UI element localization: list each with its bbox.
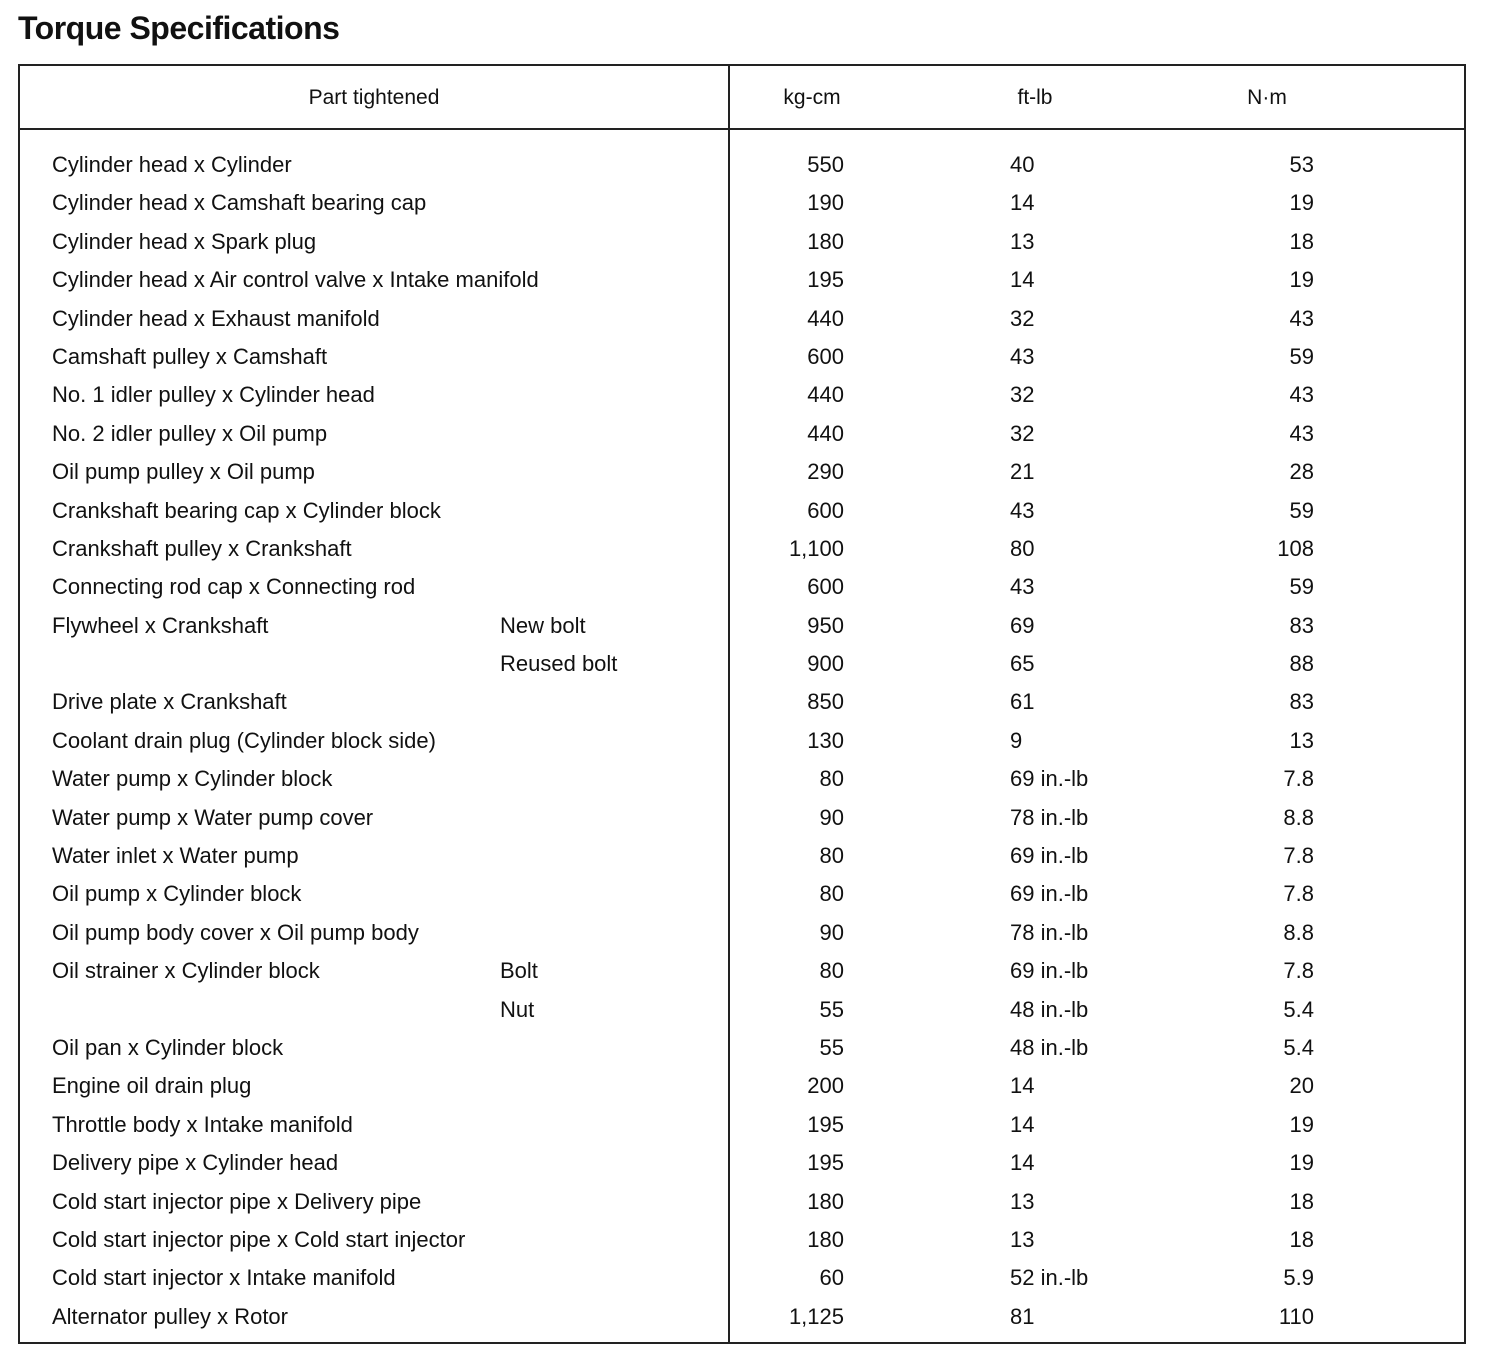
- n-m-cell: 19: [1289, 1111, 1314, 1137]
- kg-cm-cell: 55: [819, 1034, 844, 1060]
- table-row: [20, 645, 1464, 683]
- n-m-cell: 28: [1289, 459, 1314, 485]
- ft-lb-cell: 40: [1010, 152, 1035, 177]
- kg-cm-cell: 130: [807, 727, 844, 753]
- table-row: [20, 1144, 1464, 1182]
- table-row: [20, 184, 1464, 222]
- part-tightened-cell: Delivery pipe x Cylinder head: [52, 1150, 339, 1176]
- kg-cm-cell: 600: [807, 497, 844, 523]
- part-tightened-cell: Coolant drain plug (Cylinder block side): [52, 727, 436, 753]
- header-rule: [20, 128, 1464, 130]
- n-m-cell: 13: [1289, 727, 1314, 753]
- ft-lb-cell: 13: [1010, 1226, 1035, 1252]
- ft-lb-cell: 14: [1010, 1111, 1035, 1137]
- kg-cm-cell: 80: [819, 766, 844, 792]
- table-row: [20, 875, 1464, 913]
- table-row: [20, 837, 1464, 875]
- kg-cm-cell: 1,125: [788, 1303, 844, 1329]
- kg-cm-cell: 180: [807, 228, 844, 254]
- ft-lb-cell: 80: [1010, 535, 1035, 561]
- ft-lb-cell: 78 in.-lb: [1010, 804, 1089, 830]
- part-tightened-cell: Cylinder head x Camshaft bearing cap: [52, 190, 427, 216]
- table-row: [20, 1221, 1464, 1259]
- part-tightened-cell: Engine oil drain plug: [52, 1073, 252, 1099]
- kg-cm-cell: 60: [819, 1265, 844, 1291]
- header-n-m: N·m: [1247, 86, 1287, 109]
- table-row: [20, 453, 1464, 491]
- kg-cm-cell: 195: [807, 267, 844, 293]
- kg-cm-cell: 200: [807, 1073, 844, 1099]
- part-tightened-cell: Oil strainer x Cylinder block: [52, 958, 320, 984]
- kg-cm-cell: 900: [807, 651, 844, 677]
- n-m-cell: 19: [1289, 190, 1314, 216]
- bolt-note-cell: Reused bolt: [500, 651, 618, 677]
- kg-cm-cell: 190: [807, 190, 844, 216]
- kg-cm-cell: 850: [807, 689, 844, 715]
- table-row: [20, 492, 1464, 530]
- table-row: [20, 1029, 1464, 1067]
- kg-cm-cell: 195: [807, 1111, 844, 1137]
- n-m-cell: 5.9: [1283, 1265, 1314, 1291]
- table-row: [20, 1259, 1464, 1297]
- ft-lb-cell: 61: [1010, 689, 1035, 715]
- ft-lb-cell: 32: [1010, 420, 1035, 446]
- kg-cm-cell: 600: [807, 574, 844, 600]
- ft-lb-cell: 69 in.-lb: [1010, 881, 1089, 907]
- bolt-note-cell: Nut: [500, 996, 535, 1022]
- ft-lb-cell: 69 in.-lb: [1010, 843, 1089, 869]
- part-tightened-cell: Cold start injector pipe x Delivery pipe: [52, 1188, 422, 1214]
- ft-lb-cell: 78 in.-lb: [1010, 919, 1089, 945]
- table-row: [20, 914, 1464, 952]
- kg-cm-cell: 195: [807, 1150, 844, 1176]
- part-tightened-cell: Water inlet x Water pump: [52, 843, 299, 869]
- kg-cm-cell: 290: [807, 459, 844, 485]
- table-row: [20, 1298, 1464, 1336]
- kg-cm-cell: 440: [807, 420, 844, 446]
- part-tightened-cell: No. 2 idler pulley x Oil pump: [52, 420, 328, 446]
- table-row: [20, 223, 1464, 261]
- ft-lb-cell: 14: [1010, 1150, 1035, 1176]
- kg-cm-cell: 550: [807, 152, 844, 177]
- table-row: [20, 376, 1464, 414]
- ft-lb-cell: 43: [1010, 574, 1035, 600]
- n-m-cell: 5.4: [1283, 1034, 1314, 1060]
- ft-lb-cell: 21: [1010, 459, 1035, 485]
- table-row: [20, 300, 1464, 338]
- part-tightened-cell: Oil pan x Cylinder block: [52, 1034, 284, 1060]
- part-tightened-cell: Alternator pulley x Rotor: [52, 1303, 288, 1329]
- ft-lb-cell: 52 in.-lb: [1010, 1265, 1089, 1291]
- n-m-cell: 59: [1289, 574, 1314, 600]
- ft-lb-cell: 69 in.-lb: [1010, 958, 1089, 984]
- n-m-cell: 59: [1289, 497, 1314, 523]
- header-part-tightened: Part tightened: [308, 86, 440, 109]
- ft-lb-cell: 13: [1010, 1188, 1035, 1214]
- part-tightened-cell: Oil pump x Cylinder block: [52, 881, 302, 907]
- table-row: [20, 568, 1464, 606]
- table-row: [20, 415, 1464, 453]
- bolt-note-cell: Bolt: [500, 958, 538, 984]
- part-tightened-cell: Cold start injector pipe x Cold start injector: [52, 1226, 466, 1252]
- ft-lb-cell: 14: [1010, 1073, 1035, 1099]
- table-row: [20, 991, 1464, 1029]
- part-tightened-cell: No. 1 idler pulley x Cylinder head: [52, 382, 375, 408]
- kg-cm-cell: 440: [807, 305, 844, 331]
- kg-cm-cell: 55: [819, 996, 844, 1022]
- kg-cm-cell: 90: [819, 804, 844, 830]
- part-tightened-cell: Throttle body x Intake manifold: [52, 1111, 353, 1137]
- ft-lb-cell: 13: [1010, 228, 1035, 254]
- ft-lb-cell: 32: [1010, 305, 1035, 331]
- table-row: [20, 1183, 1464, 1221]
- part-tightened-cell: Cylinder head x Spark plug: [52, 228, 317, 254]
- part-tightened-cell: Flywheel x Crankshaft: [52, 612, 269, 638]
- header-kg-cm: kg-cm: [783, 86, 841, 109]
- ft-lb-cell: 69: [1010, 612, 1035, 638]
- part-tightened-cell: Connecting rod cap x Connecting rod: [52, 574, 416, 600]
- table-row: [20, 952, 1464, 990]
- ft-lb-cell: 43: [1010, 497, 1035, 523]
- part-tightened-cell: Crankshaft pulley x Crankshaft: [52, 535, 352, 561]
- n-m-cell: 43: [1289, 305, 1314, 331]
- ft-lb-cell: 48 in.-lb: [1010, 996, 1089, 1022]
- kg-cm-cell: 80: [819, 881, 844, 907]
- n-m-cell: 18: [1289, 1226, 1314, 1252]
- kg-cm-cell: 950: [807, 612, 844, 638]
- ft-lb-cell: 9: [1010, 727, 1023, 753]
- n-m-cell: 8.8: [1283, 919, 1314, 945]
- table-row: [20, 338, 1464, 376]
- n-m-cell: 18: [1289, 1188, 1314, 1214]
- part-tightened-cell: Oil pump body cover x Oil pump body: [52, 919, 419, 945]
- ft-lb-cell: 14: [1010, 267, 1035, 293]
- ft-lb-cell: 14: [1010, 190, 1035, 216]
- part-tightened-cell: Drive plate x Crankshaft: [52, 689, 287, 715]
- table-row: [20, 530, 1464, 568]
- ft-lb-cell: 65: [1010, 651, 1035, 677]
- table-row: [20, 760, 1464, 798]
- kg-cm-cell: 600: [807, 343, 844, 369]
- n-m-cell: 18: [1289, 228, 1314, 254]
- torque-table: [18, 64, 1466, 1344]
- kg-cm-cell: 90: [819, 919, 844, 945]
- n-m-cell: 19: [1289, 267, 1314, 293]
- kg-cm-cell: 440: [807, 382, 844, 408]
- table-row: [20, 607, 1464, 645]
- table-row: [20, 722, 1464, 760]
- part-tightened-cell: Crankshaft bearing cap x Cylinder block: [52, 497, 441, 523]
- table-row: [20, 261, 1464, 299]
- page-title: Torque Specifications: [18, 10, 340, 46]
- ft-lb-cell: 32: [1010, 382, 1035, 408]
- n-m-cell: 83: [1289, 689, 1314, 715]
- n-m-cell: 108: [1277, 535, 1314, 561]
- part-tightened-cell: Camshaft pulley x Camshaft: [52, 343, 328, 369]
- kg-cm-cell: 80: [819, 843, 844, 869]
- n-m-cell: 43: [1289, 382, 1314, 408]
- part-tightened-cell: Water pump x Cylinder block: [52, 766, 333, 792]
- part-tightened-cell: Cylinder head x Cylinder: [52, 152, 292, 177]
- table-body: [20, 146, 1464, 1336]
- table-row: [20, 1106, 1464, 1144]
- kg-cm-cell: 80: [819, 958, 844, 984]
- ft-lb-cell: 48 in.-lb: [1010, 1034, 1089, 1060]
- table-row: [20, 683, 1464, 721]
- n-m-cell: 19: [1289, 1150, 1314, 1176]
- table-row: [20, 146, 1464, 184]
- kg-cm-cell: 180: [807, 1188, 844, 1214]
- n-m-cell: 83: [1289, 612, 1314, 638]
- part-tightened-cell: Cylinder head x Exhaust manifold: [52, 305, 380, 331]
- part-tightened-cell: Water pump x Water pump cover: [52, 804, 374, 830]
- n-m-cell: 7.8: [1283, 766, 1314, 792]
- table-row: [20, 1067, 1464, 1105]
- n-m-cell: 88: [1289, 651, 1314, 677]
- n-m-cell: 20: [1289, 1073, 1314, 1099]
- n-m-cell: 8.8: [1283, 804, 1314, 830]
- part-tightened-cell: Cold start injector x Intake manifold: [52, 1265, 396, 1291]
- n-m-cell: 7.8: [1283, 958, 1314, 984]
- n-m-cell: 7.8: [1283, 881, 1314, 907]
- bolt-note-cell: New bolt: [500, 612, 586, 638]
- n-m-cell: 110: [1278, 1303, 1314, 1329]
- ft-lb-cell: 69 in.-lb: [1010, 766, 1089, 792]
- n-m-cell: 7.8: [1283, 843, 1314, 869]
- n-m-cell: 59: [1289, 343, 1314, 369]
- table-row: [20, 799, 1464, 837]
- kg-cm-cell: 1,100: [788, 535, 844, 561]
- n-m-cell: 43: [1289, 420, 1314, 446]
- header-ft-lb: ft-lb: [1017, 86, 1053, 109]
- part-tightened-cell: Cylinder head x Air control valve x Intake manifold: [52, 267, 539, 293]
- ft-lb-cell: 43: [1010, 343, 1035, 369]
- ft-lb-cell: 81: [1010, 1303, 1035, 1329]
- n-m-cell: 53: [1289, 152, 1314, 177]
- kg-cm-cell: 180: [807, 1226, 844, 1252]
- n-m-cell: 5.4: [1283, 996, 1314, 1022]
- part-tightened-cell: Oil pump pulley x Oil pump: [52, 459, 315, 485]
